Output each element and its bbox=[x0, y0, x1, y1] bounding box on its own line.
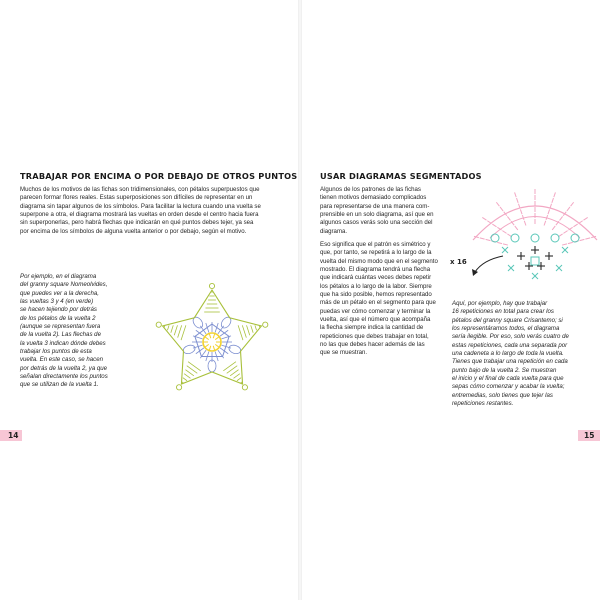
body-line: que ha sido posible, hemos representado bbox=[320, 291, 432, 299]
body-line: algunos casos verás solo una sección del bbox=[320, 219, 433, 227]
green-stitch bbox=[247, 325, 250, 335]
body-line: Muchos de los motivos de las fichas son tridimensionales, con pétalos superpuestos que bbox=[20, 186, 260, 193]
tip-picot bbox=[263, 322, 268, 327]
pink-stitch bbox=[567, 207, 570, 211]
caption-line: pétalos del granny square Crisantemo; si bbox=[452, 316, 563, 324]
pink-stitch bbox=[580, 239, 585, 240]
body-line: prensible en un solo diagrama, así que en bbox=[320, 211, 434, 219]
body-line: tienen motivos demasiado complicados bbox=[320, 194, 427, 202]
caption-line: del granny square Nomeolvides, bbox=[20, 281, 108, 289]
pink-stitch bbox=[517, 198, 519, 203]
caption-line: Tienes que trabajar una repetición en cada bbox=[452, 358, 568, 366]
green-stitch bbox=[242, 325, 246, 337]
green-stitch bbox=[255, 325, 257, 330]
body-line: para representarse de una manera com- bbox=[320, 202, 430, 210]
pink-stitch bbox=[482, 217, 486, 220]
pink-stitch bbox=[496, 202, 499, 206]
repeat-arrowhead bbox=[472, 269, 478, 276]
body-line: diagrama. bbox=[320, 227, 348, 235]
tip-picot bbox=[176, 385, 181, 390]
caption-line: (aunque se representan fuera bbox=[20, 323, 101, 331]
center-stitch bbox=[213, 333, 215, 338]
caption-line: vuelta. En este caso, se hacen bbox=[20, 356, 103, 364]
pink-stitch bbox=[585, 238, 590, 239]
repeat-count-label: x 16 bbox=[450, 258, 467, 266]
green-stitch bbox=[178, 325, 182, 337]
star-crochet-diagram bbox=[150, 272, 274, 408]
body-line: que, por tanto, se repetirá a lo largo de la bbox=[320, 249, 432, 257]
center-square bbox=[531, 257, 539, 265]
caption-line: Aquí, por ejemplo, hay que trabajar bbox=[452, 300, 548, 307]
green-stitch bbox=[251, 325, 253, 332]
body-line: que indicará cuántas veces debes repetir bbox=[320, 274, 432, 282]
caption-line: los representáramos todos, el diagrama bbox=[452, 325, 560, 333]
pink-stitch bbox=[515, 226, 518, 230]
body-line: más de un pétalo en el segmento para que bbox=[320, 299, 436, 307]
center-stitch bbox=[213, 346, 215, 351]
body-line: Algunos de los patrones de las fichas bbox=[320, 186, 421, 193]
center-stitch bbox=[205, 344, 209, 347]
body-line: puedas ver cómo comenzar y terminar la bbox=[320, 307, 431, 315]
caption-line: punto bajo de la vuelta 2. Se muestran bbox=[452, 366, 557, 374]
caption-line: sepas cómo comenzar y acabar la vuelta; bbox=[452, 383, 565, 391]
pink-stitch bbox=[562, 244, 567, 245]
pink-stitch bbox=[486, 239, 491, 240]
center-stitch bbox=[209, 333, 211, 338]
pink-stitch bbox=[515, 192, 517, 197]
pink-stitch bbox=[520, 209, 522, 214]
caption-line: una cadeneta a lo largo de toda la vuelta. bbox=[452, 350, 564, 358]
green-stitch bbox=[188, 362, 201, 371]
right-paragraph-2 bbox=[320, 241, 460, 358]
teal-chain bbox=[511, 234, 519, 242]
pink-stitch bbox=[552, 226, 555, 230]
body-line: los pétalos a lo largo de la labor. Siempre bbox=[320, 282, 432, 290]
caption-line: Por ejemplo, en el diagrama bbox=[20, 273, 97, 280]
body-line: superpone a otra, el diagrama mostrará las vueltas en orden desde el centro hacia fuera bbox=[20, 211, 259, 219]
body-line: que se muestran. bbox=[320, 349, 368, 357]
pink-stitch bbox=[497, 242, 502, 243]
center-stitch bbox=[205, 337, 209, 340]
green-stitch bbox=[223, 362, 236, 371]
center-stitch bbox=[215, 344, 219, 347]
green-stitch bbox=[230, 370, 238, 376]
green-stitch bbox=[174, 325, 177, 335]
pink-stitch bbox=[568, 242, 573, 243]
tip-picot bbox=[209, 283, 214, 288]
right-caption bbox=[452, 300, 596, 408]
green-stitch bbox=[183, 378, 187, 381]
pink-stitch bbox=[502, 231, 506, 234]
body-line: vuelta del mismo modo que en el segmento bbox=[320, 257, 438, 265]
left-body bbox=[20, 186, 292, 236]
pink-stitch bbox=[571, 202, 574, 206]
repeat-arrow bbox=[475, 256, 503, 272]
teal-chain bbox=[491, 234, 499, 242]
caption-line: trabajar los puntos de esta bbox=[20, 348, 92, 356]
caption-line: entremedias, solo tienes que tejer las bbox=[452, 391, 553, 399]
caption-line: repeticiones restantes. bbox=[452, 400, 514, 408]
caption-line: por detrás de la vuelta 2, ya que bbox=[20, 364, 108, 372]
body-line: vuelta, así que el número que acompaña bbox=[320, 316, 431, 324]
caption-line: 16 repeticiones en total para crear los bbox=[452, 308, 554, 316]
pink-stitch bbox=[503, 244, 508, 245]
segmented-crochet-diagram bbox=[460, 180, 600, 290]
caption-line: las vueltas 3 y 4 (en verde) bbox=[20, 298, 94, 306]
right-paragraph-1 bbox=[320, 186, 460, 236]
caption-line: se hacen tejiendo por detrás bbox=[20, 306, 97, 314]
blue-stitch bbox=[193, 336, 203, 339]
body-line: Eso significa que el patrón es simétrico y bbox=[320, 241, 431, 248]
blue-stitch bbox=[218, 326, 224, 334]
pink-stitch bbox=[554, 192, 556, 197]
body-line: la flecha siempre indica la cantidad de bbox=[320, 324, 424, 332]
pink-stitch bbox=[573, 224, 577, 227]
page-number-left: 14 bbox=[8, 431, 19, 440]
green-stitch bbox=[237, 378, 241, 381]
pink-stitch bbox=[507, 216, 510, 220]
right-page bbox=[300, 0, 600, 600]
body-line: por encima de los símbolos de alguna vuelta anterior o por debajo, según el motivo. bbox=[20, 227, 247, 235]
caption-line: la vuelta 3 indican dónde debes bbox=[20, 339, 106, 347]
green-stitch bbox=[234, 374, 240, 379]
left-caption bbox=[20, 273, 170, 390]
tip-picot bbox=[156, 322, 161, 327]
green-stitch bbox=[167, 325, 169, 330]
tip-picot bbox=[242, 385, 247, 390]
pink-stitch bbox=[563, 231, 567, 234]
caption-line: señalan directamente los puntos bbox=[20, 373, 108, 381]
pink-stitch bbox=[584, 217, 588, 220]
green-stitch bbox=[171, 325, 173, 332]
right-heading: USAR DIAGRAMAS SEGMENTADOS bbox=[320, 171, 482, 181]
green-stitch bbox=[181, 325, 186, 340]
caption-line: de la vuelta 2). Las flechas de bbox=[20, 331, 101, 339]
left-heading: TRABAJAR POR ENCIMA O POR DEBAJO DE OTROS PUNTOS bbox=[20, 171, 298, 181]
green-stitch bbox=[185, 370, 193, 376]
blue-petal bbox=[228, 344, 242, 355]
body-line: no las que debes hacer además de las bbox=[320, 341, 425, 349]
blue-stitch bbox=[222, 336, 232, 339]
caption-line: que se utilizan de la vuelta 1. bbox=[20, 381, 99, 389]
pink-stitch bbox=[552, 198, 554, 203]
center-stitch bbox=[215, 337, 219, 340]
caption-line: que puedes ver a la derecha, bbox=[20, 289, 99, 297]
teal-chain bbox=[551, 234, 559, 242]
body-line: sin superponerlas, pero habrá flechas que indicarán en qué puntos debes tejer, ya sea bbox=[20, 219, 254, 227]
body-line: diagrama sin tapar algunos de los símbolos. Para facilitar la lectura cuando una vuelta se bbox=[20, 202, 261, 210]
caption-line: estas repeticiones, cada una separada por bbox=[452, 341, 568, 349]
teal-chain bbox=[571, 234, 579, 242]
pink-stitch bbox=[524, 221, 526, 226]
body-line: repeticiones que debes trabajar en total, bbox=[320, 332, 429, 340]
pink-stitch bbox=[480, 238, 485, 239]
center-stitch bbox=[209, 346, 211, 351]
pink-stitch bbox=[544, 221, 546, 226]
green-stitch bbox=[238, 325, 243, 340]
caption-line: sería ilegible. Por eso, solo verás cuatro de bbox=[452, 333, 569, 341]
pink-stitch bbox=[560, 216, 563, 220]
pink-stitch bbox=[500, 207, 503, 211]
pink-stitch bbox=[492, 224, 496, 227]
blue-petal bbox=[182, 344, 196, 355]
caption-line: el inicio y el final de cada vuelta para que bbox=[452, 375, 564, 383]
body-line: mostrado. El diagrama tendrá una flecha bbox=[320, 266, 431, 274]
caption-line: de los pétalos de la vuelta 2 bbox=[20, 314, 96, 322]
green-stitch bbox=[184, 374, 190, 379]
teal-chain bbox=[531, 234, 539, 242]
pink-stitch bbox=[548, 209, 550, 214]
body-line: parecen formar flores reales. Estas superposiciones son difíciles de representar en un bbox=[20, 194, 253, 202]
page-number-right: 15 bbox=[584, 431, 595, 440]
blue-stitch bbox=[200, 326, 206, 334]
